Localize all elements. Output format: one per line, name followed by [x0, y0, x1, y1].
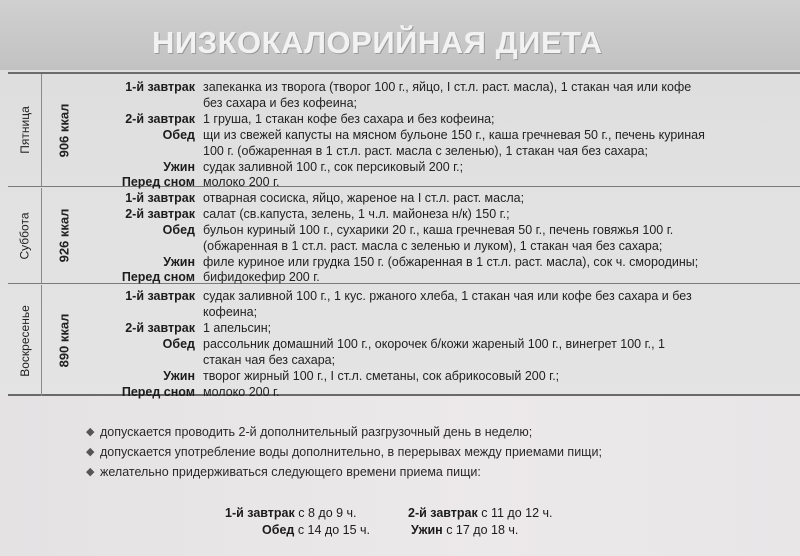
day-block-saturday	[8, 188, 800, 284]
diet-table	[8, 72, 800, 399]
meal-row	[86, 288, 798, 304]
meal-label: 2-й завтрак	[125, 112, 195, 126]
meal-text: без сахара и без кофеина;	[203, 96, 358, 110]
meal-row	[86, 127, 798, 143]
meal-text: судак заливной 100 г., 1 кус. ржаного хлеба, 1 стакан чая или кофе без сахара и без	[203, 289, 692, 303]
page-title: НИЗКОКАЛОРИЙНАЯ ДИЕТА	[152, 25, 603, 60]
meal-row	[86, 254, 798, 270]
schedule-item	[262, 522, 370, 538]
meal-row	[86, 159, 798, 175]
day-kcal: 926 ккал	[56, 208, 72, 263]
meal-label: 1-й завтрак	[125, 191, 195, 205]
day-kcal: 890 ккал	[56, 313, 72, 368]
meal-text: салат (св.капуста, зелень, 1 ч.л. майонеза н/к) 150 г.;	[203, 207, 510, 221]
meal-row	[86, 336, 798, 352]
schedule-time: с 11 до 12 ч.	[481, 506, 553, 520]
schedule-label: 2-й завтрак	[408, 506, 478, 520]
meal-label: Ужин	[163, 255, 195, 269]
schedule-item	[408, 505, 553, 521]
meal-label: 1-й завтрак	[125, 80, 195, 94]
meal-label: Перед сном	[121, 385, 195, 399]
meal-label: Перед сном	[121, 270, 195, 284]
meal-text: кофеина;	[203, 305, 258, 319]
meal-row	[86, 79, 798, 95]
meal-row	[86, 190, 798, 206]
meal-row	[86, 222, 798, 238]
notes-list	[84, 424, 784, 484]
day-block-sunday	[8, 285, 800, 399]
schedule-label: Обед	[262, 523, 295, 537]
meal-row-cont	[86, 238, 798, 254]
meal-text: запеканка из творога (творог 100 г., яйцо, I ст.л. раст. масла), 1 стакан чая или кофе	[203, 80, 692, 94]
meal-text: 1 апельсин;	[203, 321, 272, 335]
day-name: Воскресенье	[17, 304, 32, 377]
meal-text: отварная сосиска, яйцо, жареное на I ст.л. раст. масла;	[203, 191, 525, 205]
meal-label: 2-й завтрак	[125, 207, 195, 221]
meal-row	[86, 111, 798, 127]
meal-text: 100 г. (обжаренная в 1 ст.л. раст. масла с зеленью), 1 стакан чая без сахара;	[203, 144, 648, 158]
day-name: Суббота	[17, 212, 32, 259]
meal-row-cont	[86, 304, 798, 320]
meal-row	[86, 269, 798, 285]
meal-label: Ужин	[163, 160, 195, 174]
schedule-time: с 14 до 15 ч.	[297, 523, 371, 537]
list-item	[84, 464, 784, 480]
day-block-friday	[8, 74, 800, 187]
bullet-icon: ◆	[86, 426, 95, 438]
meal-text: творог жирный 100 г., I ст.л. сметаны, сок абрикосовый 200 г.;	[203, 369, 560, 383]
schedule-item	[225, 505, 357, 521]
meal-row-cont	[86, 95, 798, 111]
schedule-label: Ужин	[411, 523, 443, 537]
note-text: допускается употребление воды дополнительно, в перерывах между приемами пищи;	[100, 445, 602, 459]
meal-row	[86, 206, 798, 222]
meal-text: судак заливной 100 г., сок персиковый 200 г.;	[203, 160, 464, 174]
meal-text: молоко 200 г.	[203, 385, 280, 399]
meal-text: стакан чая без сахара;	[203, 353, 336, 367]
meal-row	[86, 384, 798, 400]
note-text: желательно придерживаться следующего времени приема пищи:	[100, 465, 481, 479]
meal-text: бифидокефир 200 г.	[203, 270, 320, 284]
meal-text: бульон куриный 100 г., сухарики 20 г., каша гречневая 50 г., печень говяжья 100 г.	[203, 223, 674, 237]
list-item	[84, 424, 784, 440]
meal-row-cont	[86, 352, 798, 368]
bullet-icon: ◆	[86, 466, 95, 478]
schedule-item	[411, 522, 518, 538]
schedule-time: с 17 до 18 ч.	[446, 523, 519, 537]
bullet-icon: ◆	[86, 446, 95, 458]
meal-text: (обжаренная в 1 ст.л. раст. масла с зеленью и луком), 1 стакан чая без сахара;	[203, 239, 663, 253]
meal-label: 1-й завтрак	[125, 289, 195, 303]
meal-label: Ужин	[163, 369, 195, 383]
meal-label: Обед	[162, 223, 195, 237]
schedule-time: с 8 до 9 ч.	[298, 506, 357, 520]
note-text: допускается проводить 2-й дополнительный разгрузочный день в неделю;	[100, 425, 533, 439]
meal-text: филе куриное или грудка 150 г. (обжаренная в 1 ст.л. раст. масла), сок ч. смородины;	[203, 255, 699, 269]
meal-label: 2-й завтрак	[125, 321, 195, 335]
meal-row	[86, 320, 798, 336]
day-name: Пятница	[17, 106, 32, 154]
meal-text: 1 груша, 1 стакан кофе без сахара и без кофеина;	[203, 112, 495, 126]
day-kcal: 906 ккал	[56, 103, 72, 157]
meal-row	[86, 368, 798, 384]
list-item	[84, 444, 784, 460]
meal-label: Обед	[162, 337, 195, 351]
schedule-label: 1-й завтрак	[225, 506, 295, 520]
meal-label: Обед	[162, 128, 195, 142]
meal-row-cont	[86, 143, 798, 159]
meal-text: рассольник домашний 100 г., окорочек б/кожи жареный 100 г., винегрет 100 г., 1	[203, 337, 666, 351]
meal-text: молоко 200 г.	[203, 175, 280, 189]
meal-label: Перед сном	[121, 175, 195, 189]
meal-text: щи из свежей капусты на мясном бульоне 150 г., каша гречневая 50 г., печень куриная	[203, 128, 705, 142]
